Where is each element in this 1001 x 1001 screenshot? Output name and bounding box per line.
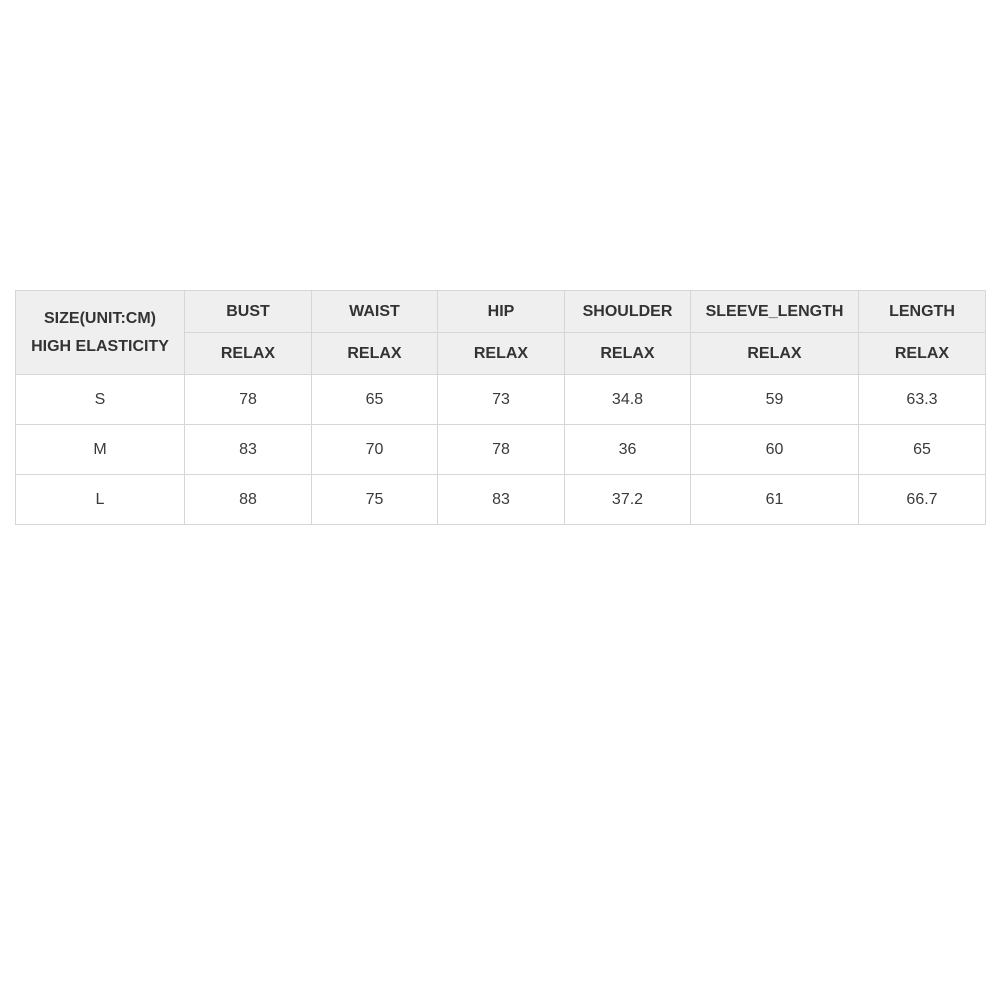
unit-label: SIZE(UNIT:CM) xyxy=(44,309,156,327)
length-cell: 65 xyxy=(859,425,986,475)
waist-cell: 70 xyxy=(312,425,438,475)
fit-label: RELAX xyxy=(691,333,859,375)
fit-label: RELAX xyxy=(438,333,565,375)
bust-cell: 78 xyxy=(185,375,312,425)
size-chart-table xyxy=(15,290,986,525)
column-header-sleeve-length: SLEEVE_LENGTH xyxy=(691,291,859,333)
column-header-hip: HIP xyxy=(438,291,565,333)
waist-cell: 65 xyxy=(312,375,438,425)
header-row xyxy=(16,291,986,333)
hip-cell: 78 xyxy=(438,425,565,475)
fit-label: RELAX xyxy=(185,333,312,375)
corner-header-cell xyxy=(16,291,185,375)
length-cell: 63.3 xyxy=(859,375,986,425)
fit-label: RELAX xyxy=(565,333,691,375)
column-header-length: LENGTH xyxy=(859,291,986,333)
table-row xyxy=(16,375,986,425)
fit-label: RELAX xyxy=(312,333,438,375)
column-header-shoulder: SHOULDER xyxy=(565,291,691,333)
shoulder-cell: 36 xyxy=(565,425,691,475)
table-row xyxy=(16,425,986,475)
hip-cell: 73 xyxy=(438,375,565,425)
column-header-bust: BUST xyxy=(185,291,312,333)
table-row xyxy=(16,475,986,525)
size-cell: L xyxy=(16,475,185,525)
sleeve-length-cell: 59 xyxy=(691,375,859,425)
shoulder-cell: 37.2 xyxy=(565,475,691,525)
size-cell: S xyxy=(16,375,185,425)
column-header-waist: WAIST xyxy=(312,291,438,333)
sleeve-length-cell: 61 xyxy=(691,475,859,525)
waist-cell: 75 xyxy=(312,475,438,525)
bust-cell: 88 xyxy=(185,475,312,525)
hip-cell: 83 xyxy=(438,475,565,525)
bust-cell: 83 xyxy=(185,425,312,475)
sleeve-length-cell: 60 xyxy=(691,425,859,475)
length-cell: 66.7 xyxy=(859,475,986,525)
fit-label: RELAX xyxy=(859,333,986,375)
shoulder-cell: 34.8 xyxy=(565,375,691,425)
size-cell: M xyxy=(16,425,185,475)
elasticity-label: HIGH ELASTICITY xyxy=(31,337,169,355)
